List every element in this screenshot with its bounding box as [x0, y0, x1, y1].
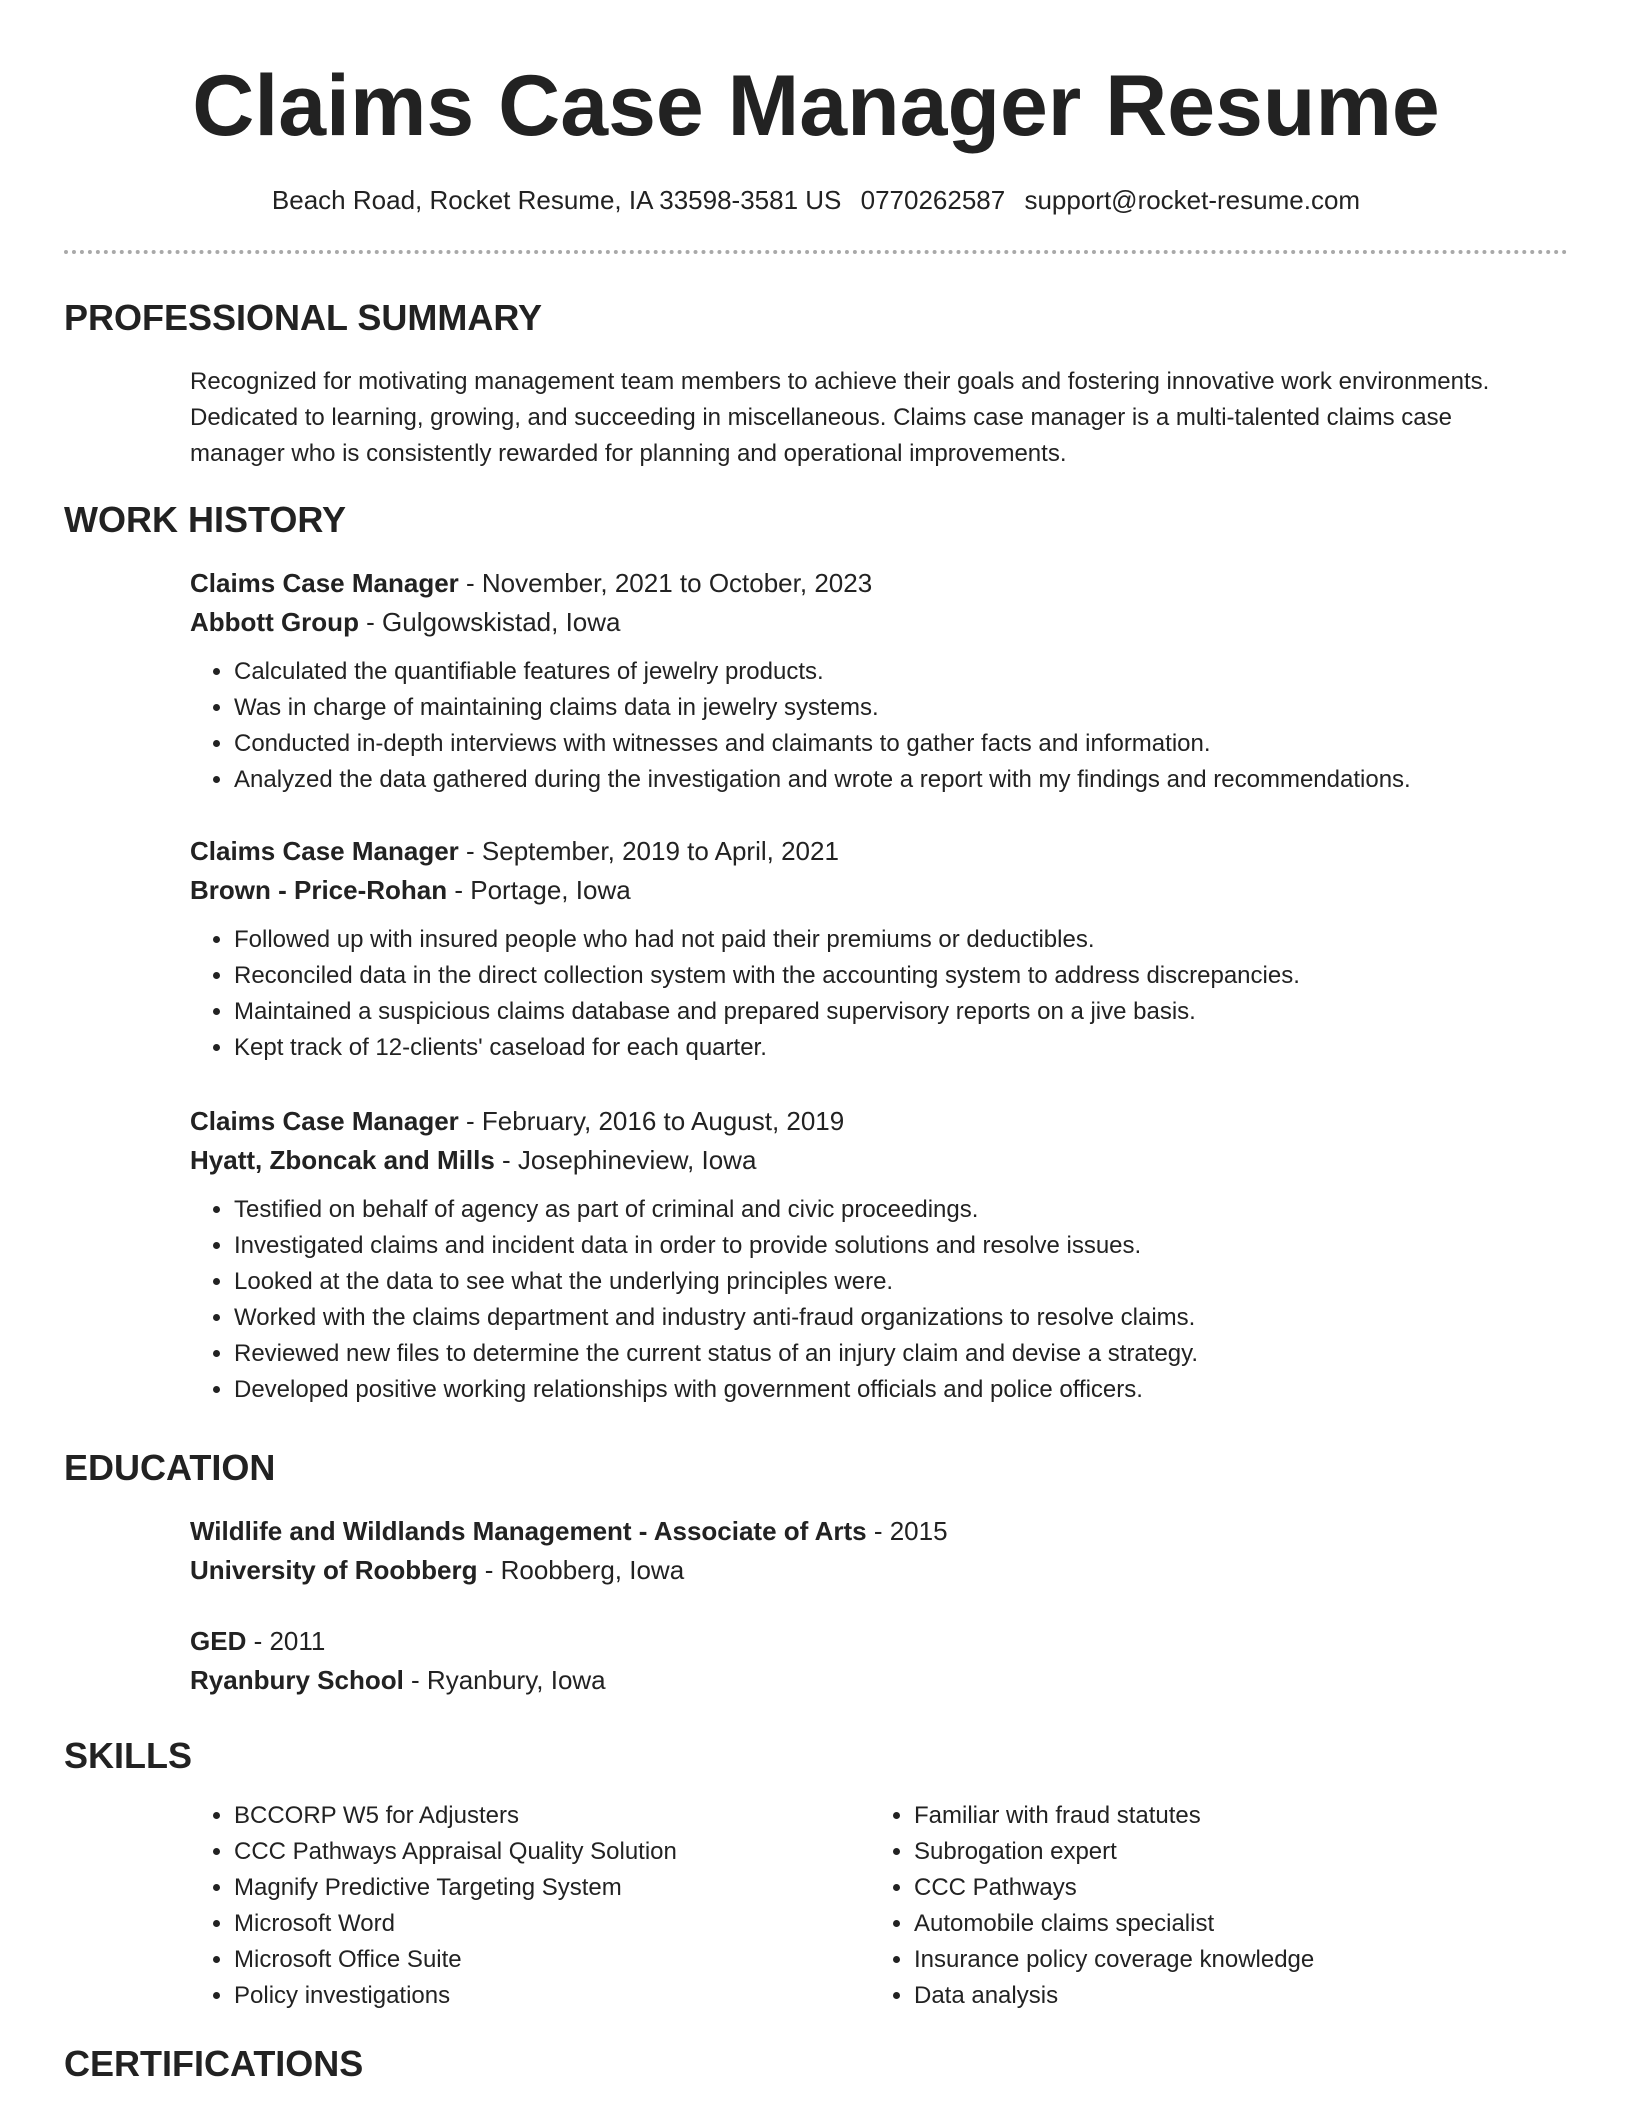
list-item: • Reconciled data in the direct collection system with the accounting system to address discrepancies. — [234, 958, 1570, 994]
job-bullets — [190, 1192, 1570, 1408]
list-item: • Microsoft Office Suite — [234, 1942, 830, 1978]
job-title-line — [190, 832, 1570, 871]
skills-list — [190, 1798, 830, 2014]
job-company: Abbott Group — [190, 607, 359, 637]
summary-line: manager who is consistently rewarded for planning and operational improvements. — [190, 440, 1067, 467]
education-school: Ryanbury School — [190, 1665, 404, 1695]
section-heading-work-history: WORK HISTORY — [64, 499, 347, 540]
contact-line — [0, 180, 1632, 220]
list-item: • Analyzed the data gathered during the investigation and wrote a report with my findings and recommendations. — [234, 762, 1570, 798]
list-item: • Automobile claims specialist — [914, 1906, 1510, 1942]
section-heading-summary: PROFESSIONAL SUMMARY — [64, 297, 543, 338]
job-title-line — [190, 1102, 1570, 1141]
contact-email: support@rocket-resume.com — [1024, 185, 1361, 215]
list-item: • Conducted in-depth interviews with witnesses and claimants to gather facts and information. — [234, 726, 1570, 762]
list-item: • CCC Pathways — [914, 1870, 1510, 1906]
education-entry — [190, 1512, 1570, 1590]
page-title: Claims Case Manager Resume — [192, 58, 1440, 154]
job-title: Claims Case Manager — [190, 836, 459, 866]
list-item: • Developed positive working relationships with government officials and police officers. — [234, 1372, 1570, 1408]
skills-list — [870, 1798, 1510, 2014]
job-title: Claims Case Manager — [190, 568, 459, 598]
list-item: • Testified on behalf of agency as part of criminal and civic proceedings. — [234, 1192, 1570, 1228]
skills-column-left — [190, 1798, 830, 2014]
contact-phone: 0770262587 — [860, 185, 1006, 215]
education-year: - 2015 — [866, 1516, 948, 1546]
job-company: Brown - Price-Rohan — [190, 875, 448, 905]
education-school: University of Roobberg — [190, 1555, 478, 1585]
list-item: • Kept track of 12-clients' caseload for each quarter. — [234, 1030, 1570, 1066]
job-dates: - September, 2019 to April, 2021 — [458, 836, 839, 866]
education-degree-line — [190, 1512, 1570, 1551]
job-location: - Gulgowskistad, Iowa — [358, 607, 621, 637]
job-company: Hyatt, Zboncak and Mills — [190, 1145, 495, 1175]
list-item: • Worked with the claims department and industry anti-fraud organizations to resolve claims. — [234, 1300, 1570, 1336]
list-item: • Followed up with insured people who had not paid their premiums or deductibles. — [234, 922, 1570, 958]
list-item: • BCCORP W5 for Adjusters — [234, 1798, 830, 1834]
skills-column-right — [870, 1798, 1510, 2014]
section-heading-education: EDUCATION — [64, 1447, 276, 1488]
section-heading-certifications: CERTIFICATIONS — [64, 2043, 364, 2084]
summary-text — [190, 364, 1570, 472]
job-company-line — [190, 871, 1570, 910]
list-item: • Maintained a suspicious claims database and prepared supervisory reports on a jive basis. — [234, 994, 1570, 1030]
job-title-line — [190, 564, 1570, 603]
education-degree-line — [190, 1622, 1570, 1661]
job-entry — [190, 1102, 1570, 1408]
list-item: • Investigated claims and incident data in order to provide solutions and resolve issues. — [234, 1228, 1570, 1264]
header-divider — [64, 250, 1568, 254]
job-bullets — [190, 922, 1570, 1066]
list-item: • Familiar with fraud statutes — [914, 1798, 1510, 1834]
job-location: - Portage, Iowa — [447, 875, 631, 905]
education-degree: GED — [190, 1626, 247, 1656]
job-location: - Josephineview, Iowa — [494, 1145, 757, 1175]
section-heading-skills: SKILLS — [64, 1735, 193, 1776]
education-location: - Ryanbury, Iowa — [403, 1665, 606, 1695]
job-bullets — [190, 654, 1570, 798]
job-title: Claims Case Manager — [190, 1106, 459, 1136]
list-item: • Microsoft Word — [234, 1906, 830, 1942]
list-item: • Policy investigations — [234, 1978, 830, 2014]
list-item: • Calculated the quantifiable features of jewelry products. — [234, 654, 1570, 690]
education-location: - Roobberg, Iowa — [477, 1555, 685, 1585]
job-dates: - February, 2016 to August, 2019 — [458, 1106, 845, 1136]
job-dates: - November, 2021 to October, 2023 — [458, 568, 873, 598]
list-item: • CCC Pathways Appraisal Quality Solution — [234, 1834, 830, 1870]
summary-line: Dedicated to learning, growing, and succeeding in miscellaneous. Claims case manager is a multi-talented claims case — [190, 404, 1452, 431]
list-item: • Data analysis — [914, 1978, 1510, 2014]
job-entry — [190, 832, 1570, 1066]
job-company-line — [190, 1141, 1570, 1180]
list-item: • Was in charge of maintaining claims data in jewelry systems. — [234, 690, 1570, 726]
job-entry — [190, 564, 1570, 798]
job-company-line — [190, 603, 1570, 642]
list-item: • Looked at the data to see what the underlying principles were. — [234, 1264, 1570, 1300]
education-year: - 2011 — [246, 1626, 326, 1656]
education-school-line — [190, 1551, 1570, 1590]
list-item: • Subrogation expert — [914, 1834, 1510, 1870]
education-degree: Wildlife and Wildlands Management - Associate of Arts — [190, 1516, 867, 1546]
list-item: • Reviewed new files to determine the current status of an injury claim and devise a strategy. — [234, 1336, 1570, 1372]
education-entry — [190, 1622, 1570, 1700]
list-item: • Magnify Predictive Targeting System — [234, 1870, 830, 1906]
summary-line: Recognized for motivating management team members to achieve their goals and fostering innovative work environments. — [190, 368, 1490, 395]
education-school-line — [190, 1661, 1570, 1700]
contact-address: Beach Road, Rocket Resume, IA 33598-3581 US — [271, 185, 842, 215]
list-item: • Insurance policy coverage knowledge — [914, 1942, 1510, 1978]
